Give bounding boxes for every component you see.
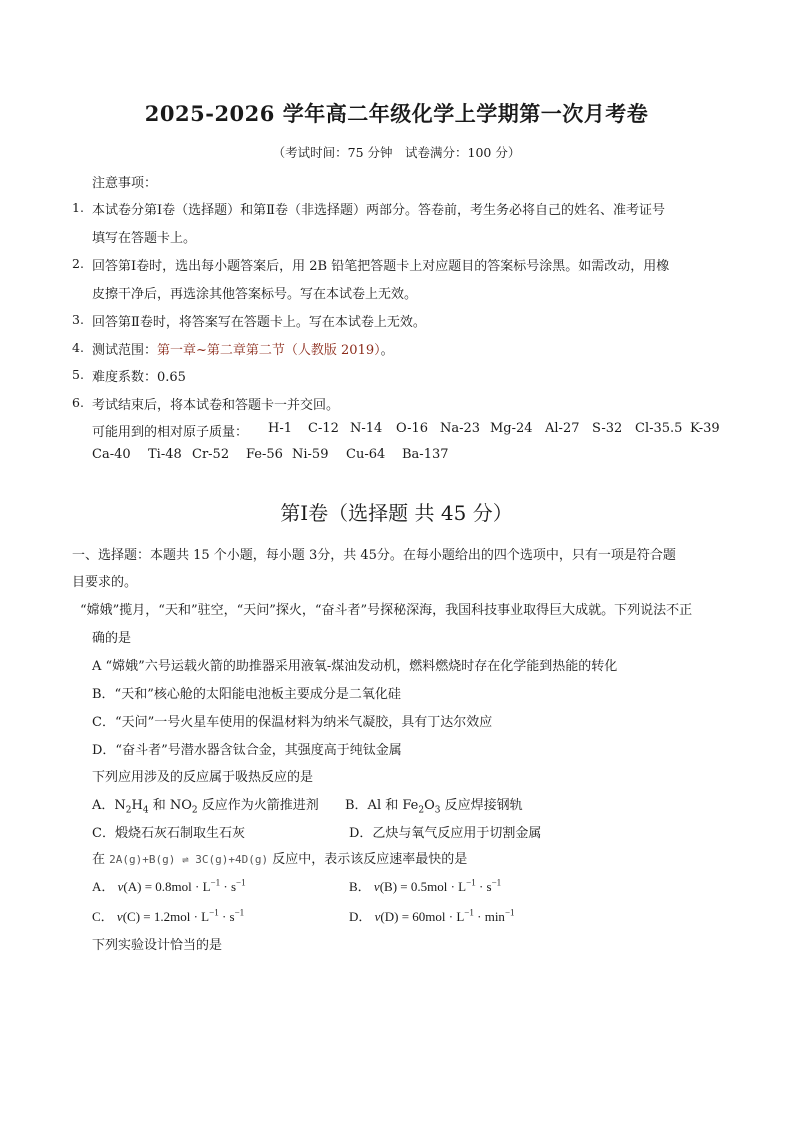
q3-a-var: v	[117, 879, 124, 894]
notice-num-4: 4.	[72, 340, 84, 355]
q4-stem: 下列实验设计恰当的是	[92, 938, 223, 953]
notice-item-3: 回答第Ⅱ卷时，将答案写在答题卡上。写在本试卷上无效。	[92, 315, 426, 330]
atomic-mass-s: S-32	[592, 421, 623, 436]
atomic-mass-al: Al-27	[545, 421, 580, 436]
q3-d-value: = 60mol · L	[398, 909, 465, 924]
q2-option-b	[345, 794, 523, 816]
notice-item-1-line2: 填写在答题卡上。	[92, 231, 197, 246]
atomic-mass-mg: Mg-24	[490, 421, 533, 436]
q3-b-exp1: −1	[466, 877, 476, 888]
q3-b-value: = 0.5mol · L	[397, 879, 467, 894]
atomic-mass-h: H-1	[268, 421, 293, 436]
atomic-mass-o: O-16	[396, 421, 429, 436]
q1-option-d: D．“奋斗者”号潜水器含钛合金，其强度高于纯钛金属	[92, 743, 402, 758]
q3-c-value: = 1.2mol · L	[140, 909, 210, 924]
q3-stem-post: 反应中，表示该反应速率最快的是	[272, 852, 468, 867]
notice-heading: 注意事项：	[92, 176, 158, 191]
page-title: 2025-2026 学年高二年级化学上学期第一次月考卷	[144, 101, 649, 126]
q3-c-species: (C)	[122, 909, 141, 924]
atomic-mass-na: Na-23	[440, 421, 481, 436]
q2-a-text4: 反应作为火箭推进剂	[197, 798, 319, 813]
q2-option-d: D．乙炔与氧气反应用于切割金属	[349, 826, 542, 841]
atomic-mass-fe: Fe-56	[246, 447, 283, 462]
q2-b-sub1: 2	[418, 805, 425, 816]
q2-a-sub3: 2	[191, 805, 198, 816]
notice-item-4	[92, 339, 394, 358]
notice-num-3: 3.	[72, 312, 84, 327]
q2-a-sub2: 4	[142, 805, 149, 816]
notice-item-1-line1: 本试卷分第Ⅰ卷（选择题）和第Ⅱ卷（非选择题）两部分。答卷前，考生务必将自己的姓名、准考证号	[92, 203, 665, 218]
notice-item-5: 难度系数：0.65	[92, 370, 186, 385]
q3-d-species: (D)	[380, 909, 399, 924]
atomic-mass-cl: Cl-35.5	[635, 421, 683, 436]
atomic-mass-ba: Ba-137	[402, 447, 449, 462]
q3-stem-pre: 在	[92, 852, 106, 867]
q3-c-exp1: −1	[209, 907, 219, 918]
q2-a-sub1: 2	[125, 805, 132, 816]
q1-option-b: B．“天和”核心舱的太阳能电池板主要成分是二氧化硅	[92, 687, 401, 702]
q2-stem: 下列应用涉及的反应属于吸热反应的是	[92, 770, 314, 785]
q3-option-d	[349, 906, 515, 925]
atomic-masses-label: 可能用到的相对原子质量：	[92, 425, 249, 440]
atomic-mass-cu: Cu-64	[346, 447, 386, 462]
q3-option-b	[349, 876, 501, 895]
q3-a-value: = 0.8mol · L	[141, 879, 211, 894]
q3-d-var: v	[374, 909, 381, 924]
q3-c-label: C．	[92, 909, 114, 924]
q3-b-species: (B)	[379, 879, 398, 894]
notice-num-2: 2.	[72, 256, 84, 271]
exam-info: （考试时间：75 分钟 试卷满分：100 分）	[272, 145, 521, 160]
q2-a-text3: 和 NO	[148, 798, 192, 813]
q3-b-label: B．	[349, 879, 371, 894]
atomic-mass-ti: Ti-48	[148, 447, 182, 462]
q1-stem-line1: “嫦娥”揽月，“天和”驻空，“天问”探火，“奋斗者”号探秘深海，我国科技事业取得巨大成就。下列说法不正	[80, 603, 693, 618]
q3-d-unit: · min	[473, 909, 505, 924]
atomic-mass-c: C-12	[308, 421, 339, 436]
q3-d-label: D．	[349, 909, 372, 924]
q3-b-unit: · s	[475, 879, 492, 894]
q3-d-exp2: −1	[504, 907, 515, 918]
section-intro-line1: 一、选择题：本题共 15 个小题，每小题 3分，共 45分。在每小题给出的四个选项中，只有一项是符合题	[72, 548, 676, 563]
scope-suffix: 。	[380, 343, 394, 358]
q3-a-unit: · s	[220, 879, 237, 894]
q1-option-c: C．“天问”一号火星车使用的保温材料为纳米气凝胶，具有丁达尔效应	[92, 715, 493, 730]
scope-highlight: 第一章~第二章第二节（人教版 2019）	[157, 343, 381, 358]
q2-option-c: C．煅烧石灰石制取生石灰	[92, 826, 245, 841]
q2-option-a	[92, 794, 319, 816]
q3-a-exp1: −1	[210, 877, 221, 888]
atomic-mass-n: N-14	[350, 421, 383, 436]
atomic-mass-k: K-39	[690, 421, 720, 436]
scope-label: 测试范围：	[92, 343, 158, 358]
notice-item-6: 考试结束后，将本试卷和答题卡一并交回。	[92, 398, 340, 413]
q3-c-unit: · s	[218, 909, 235, 924]
atomic-mass-ni: Ni-59	[292, 447, 329, 462]
q3-d-exp1: −1	[464, 907, 474, 918]
q3-stem	[92, 848, 467, 867]
q3-a-exp2: −1	[236, 877, 246, 888]
q3-c-var: v	[116, 909, 123, 924]
notice-item-2-line1: 回答第Ⅰ卷时，选出每小题答案后，用 2B 铅笔把答题卡上对应题目的答案标号涂黑。如需改动，用橡	[92, 259, 670, 274]
atomic-mass-cr: Cr-52	[192, 447, 230, 462]
q3-equation: 2A(g)+B(g) ⇌ 3C(g)+4D(g)	[109, 853, 269, 866]
q2-a-text2: H	[131, 798, 143, 813]
notice-num-6: 6.	[72, 395, 84, 410]
q3-c-exp2: −1	[234, 907, 245, 918]
section-intro-line2: 目要求的。	[72, 575, 138, 590]
q2-b-text1: B．Al 和 Fe	[345, 798, 419, 813]
notice-item-2-line2: 皮擦干净后，再选涂其他答案标号。写在本试卷上无效。	[92, 287, 418, 302]
q2-a-text1: A．N	[92, 798, 126, 813]
q1-stem-line2: 确的是	[92, 631, 132, 646]
q3-a-label: A．	[92, 879, 115, 894]
notice-num-1: 1.	[72, 200, 84, 215]
q2-b-text3: 反应焊接钢轨	[440, 798, 523, 813]
q1-option-a: A “嫦娥”六号运载火箭的助推器采用液氧-煤油发动机，燃料燃烧时存在化学能到热能的转化	[92, 659, 618, 674]
q3-b-var: v	[373, 879, 380, 894]
section-title: 第Ⅰ卷（选择题 共 45 分）	[280, 501, 513, 525]
q3-option-c	[92, 906, 244, 925]
q3-a-species: (A)	[123, 879, 142, 894]
q2-b-sub2: 3	[434, 805, 441, 816]
notice-num-5: 5.	[72, 367, 84, 382]
q3-b-exp2: −1	[491, 877, 502, 888]
atomic-mass-ca: Ca-40	[92, 447, 131, 462]
q2-b-text2: O	[424, 798, 435, 813]
q3-option-a	[92, 876, 246, 895]
